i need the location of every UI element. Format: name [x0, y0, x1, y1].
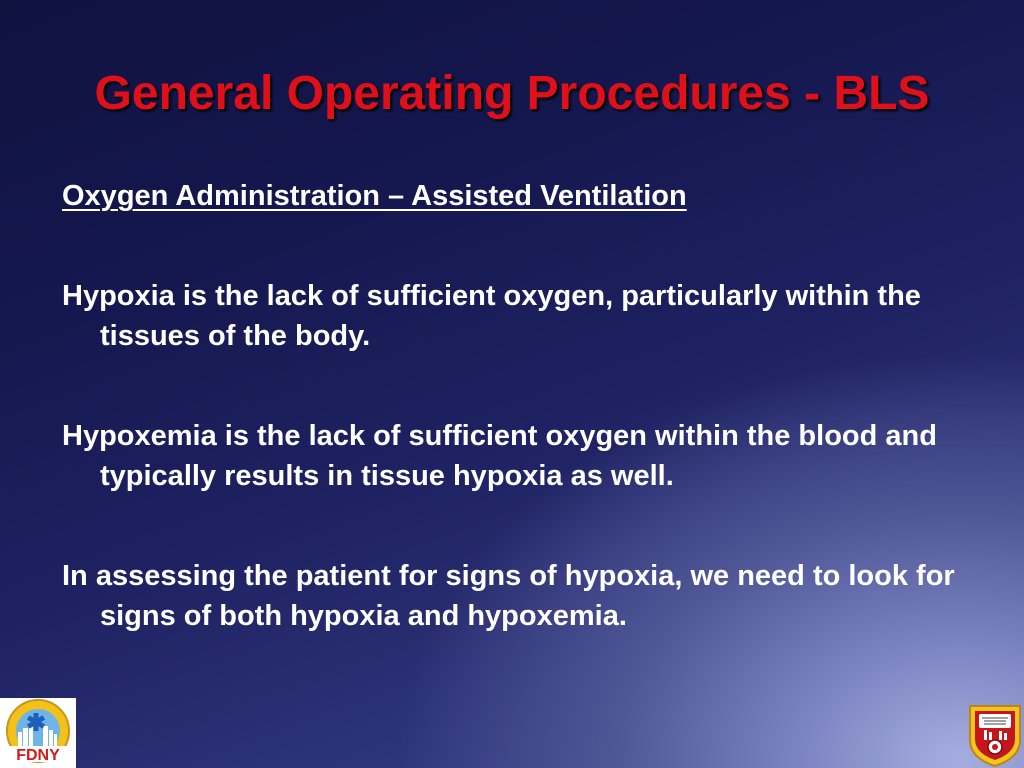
bullet-paragraph-hypoxemia: Hypoxemia is the lack of sufficient oxygen within the blood and typically results in tissue hypoxia as well.	[62, 420, 937, 492]
fdny-ems-logo	[0, 698, 76, 768]
fdny-ems-logo-icon	[0, 698, 76, 768]
fdny-wordmark: FDNY	[16, 747, 60, 764]
bullet-paragraph-assessment: In assessing the patient for signs of hypoxia, we need to look for signs of both hypoxia and hypoxemia.	[62, 560, 955, 632]
slide-body	[62, 176, 962, 696]
slide-subheading: Oxygen Administration – Assisted Ventilation	[62, 180, 687, 212]
slide-title: General Operating Procedures - BLS	[94, 67, 930, 120]
fire-department-shield-icon	[966, 702, 1024, 768]
fire-department-shield-logo	[966, 702, 1024, 768]
bullet-paragraph-hypoxia: Hypoxia is the lack of sufficient oxygen, particularly within the tissues of the body.	[62, 280, 921, 352]
